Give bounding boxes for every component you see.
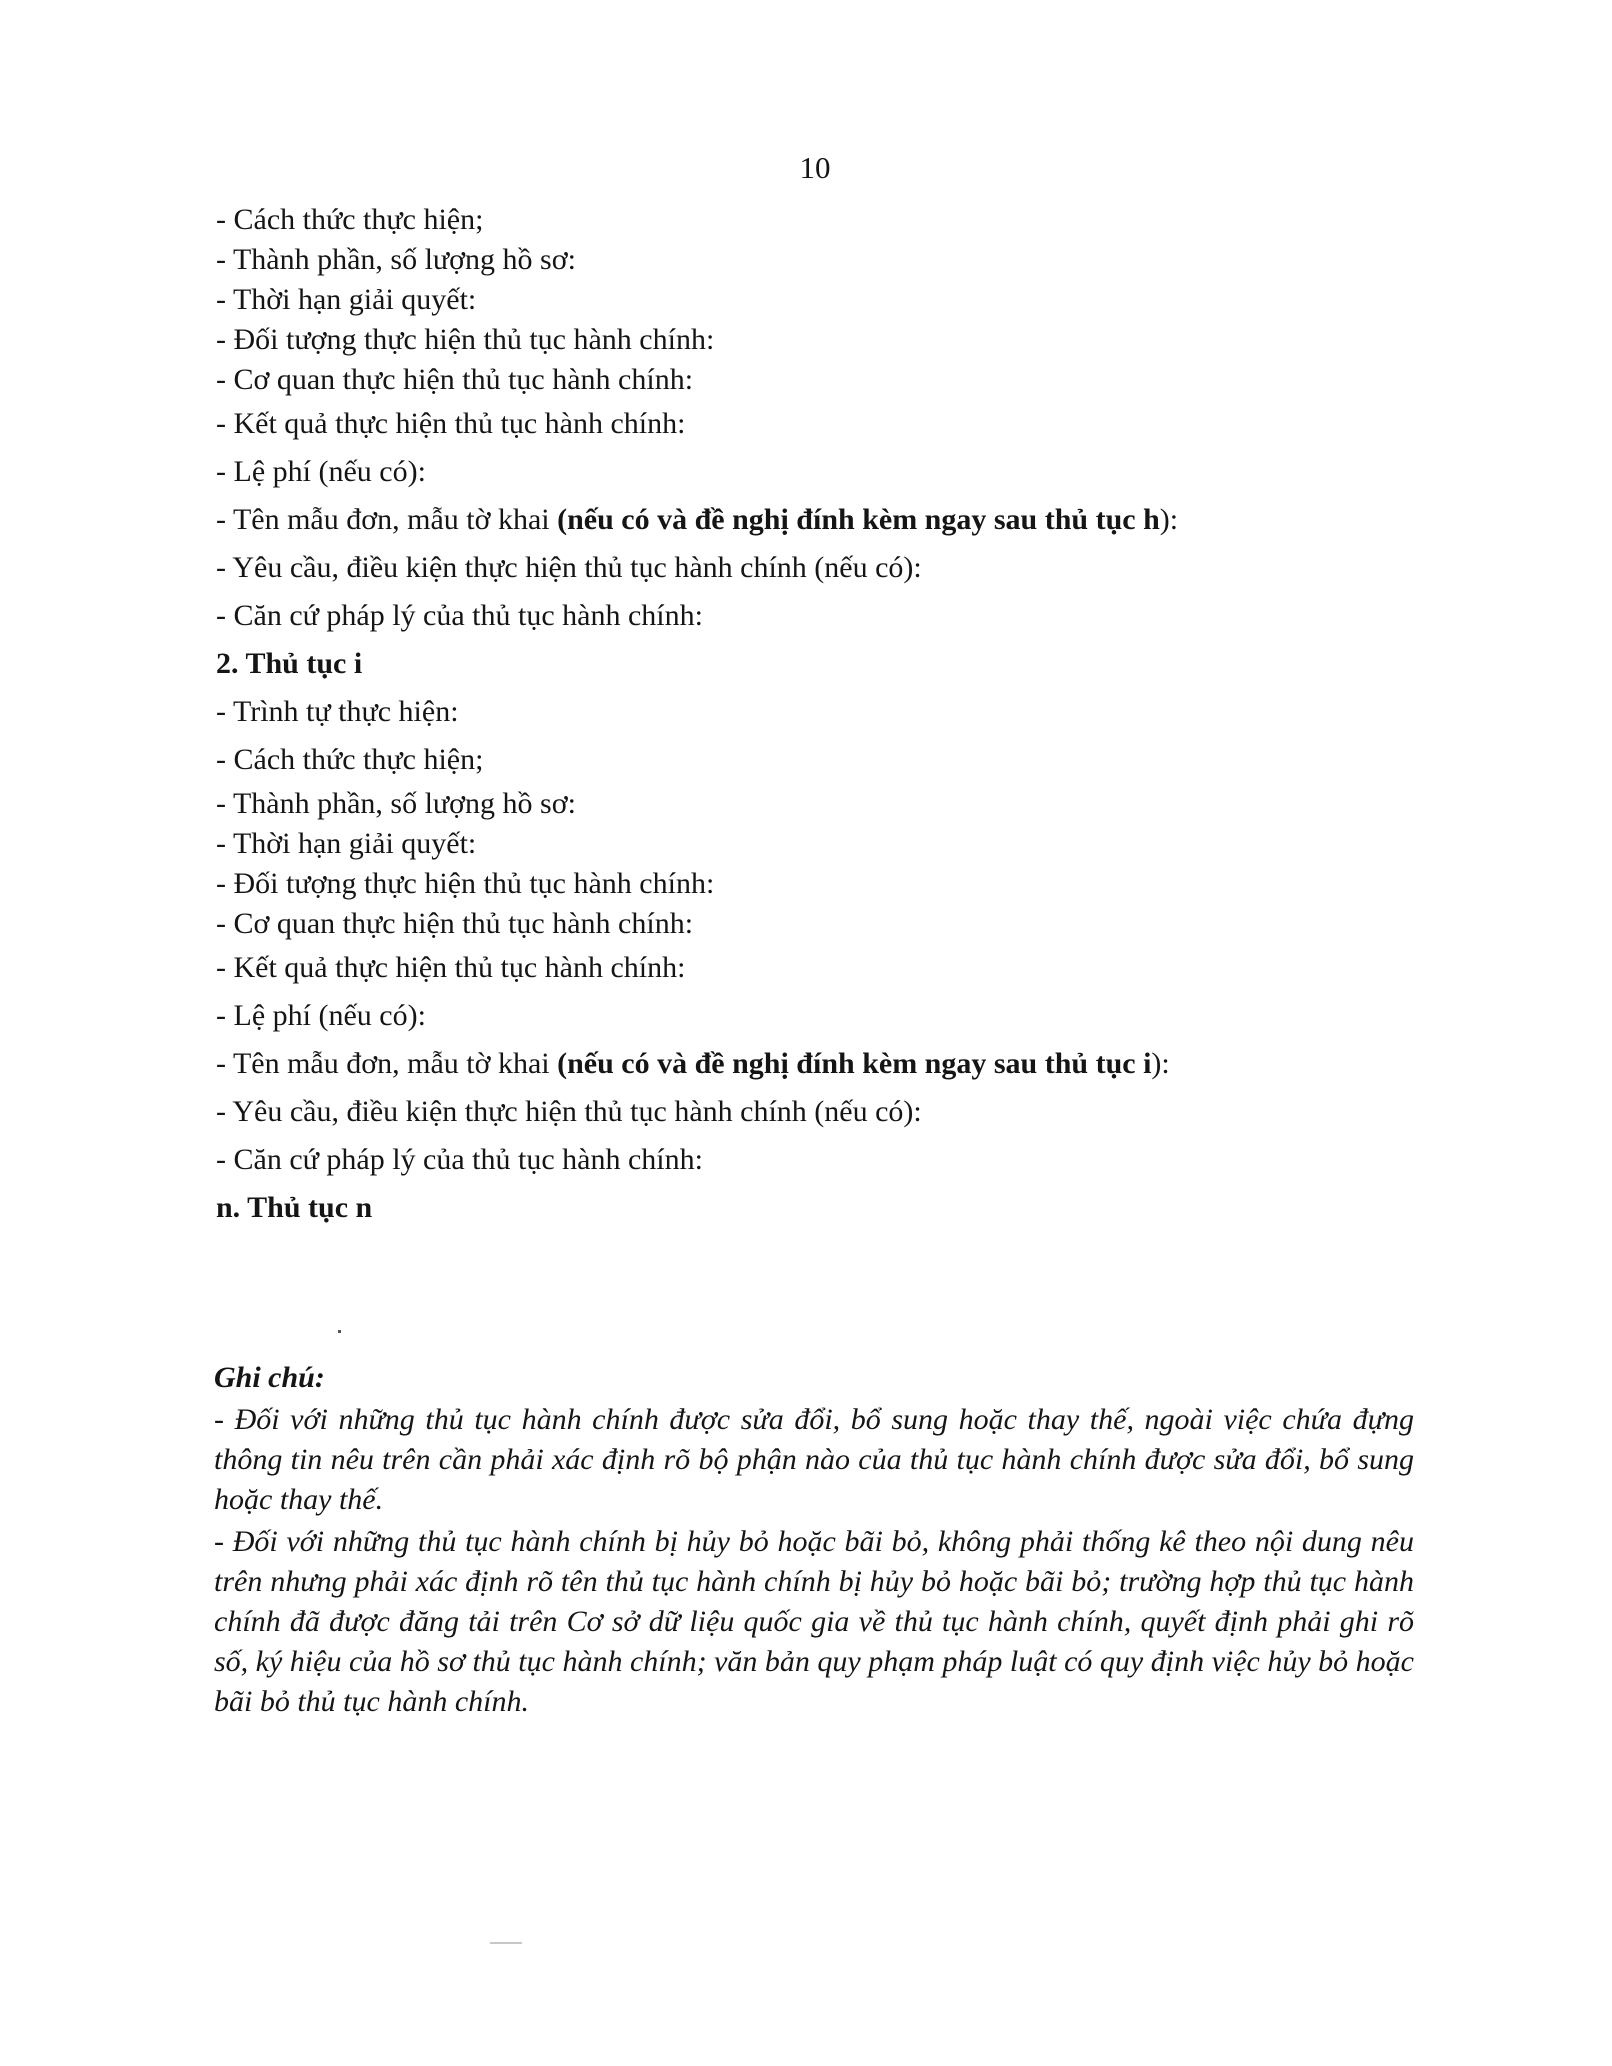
list-item: - Lệ phí (nếu có): (216, 455, 426, 488)
notes-block (214, 1356, 1414, 1724)
list-item: - Thời hạn giải quyết: (216, 283, 477, 316)
section-heading-n: n. Thủ tục n (216, 1191, 373, 1224)
section-heading-i: 2. Thủ tục i (216, 647, 363, 680)
list-item: - Đối tượng thực hiện thủ tục hành chính: (216, 867, 715, 900)
list-item: - Kết quả thực hiện thủ tục hành chính: (216, 407, 686, 440)
list-item: - Cách thức thực hiện; (216, 743, 484, 776)
form-item-prefix: - Tên mẫu đơn, mẫu tờ khai (216, 1047, 558, 1080)
form-item-suffix: ): (1151, 1047, 1170, 1080)
note-paragraph: - Đối với những thủ tục hành chính bị hủy bỏ hoặc bãi bỏ, không phải thống kê theo nội dung nêu trên nhưng phải xác định rõ tên thủ tục hành chính bị hủy bỏ hoặc bãi bỏ; trường hợp thủ tục hành chính đã được đăng tải trên Cơ sở dữ liệu quốc gia về thủ tục hành chính, quyết định phải ghi rõ số, ký hiệu của hồ sơ thủ tục hành chính; văn bản quy phạm pháp luật có quy định việc hủy bỏ hoặc bãi bỏ thủ tục hành chính. (214, 1525, 1414, 1718)
list-item: - Yêu cầu, điều kiện thực hiện thủ tục hành chính (nếu có): (216, 1095, 922, 1128)
list-item: - Căn cứ pháp lý của thủ tục hành chính: (216, 1143, 703, 1176)
list-item: - Thành phần, số lượng hồ sơ: (216, 243, 576, 276)
page-number: 10 (799, 150, 831, 185)
form-template-item (216, 1040, 1466, 1088)
list-item: - Cơ quan thực hiện thủ tục hành chính: (216, 363, 694, 396)
note-paragraph: - Đối với những thủ tục hành chính được sửa đổi, bổ sung hoặc thay thế, ngoài việc chứa đựng thông tin nêu trên cần phải xác định rõ bộ phận nào của thủ tục hành chính được sửa đổi, bổ sung hoặc thay thế. (214, 1403, 1414, 1516)
list-item: - Lệ phí (nếu có): (216, 999, 426, 1032)
document-body (216, 200, 1466, 1232)
list-item: - Kết quả thực hiện thủ tục hành chính: (216, 951, 686, 984)
scan-speck (338, 1330, 341, 1333)
list-item: - Cơ quan thực hiện thủ tục hành chính: (216, 907, 694, 940)
list-item: - Thời hạn giải quyết: (216, 827, 477, 860)
list-item: - Thành phần, số lượng hồ sơ: (216, 787, 576, 820)
list-item: - Cách thức thực hiện; (216, 203, 484, 236)
scan-artifact-rule (490, 1942, 522, 1944)
list-item: - Đối tượng thực hiện thủ tục hành chính: (216, 323, 715, 356)
notes-title: Ghi chú: (214, 1361, 325, 1394)
form-item-bold-note: (nếu có và đề nghị đính kèm ngay sau thủ tục h (557, 503, 1160, 536)
form-item-bold-note: (nếu có và đề nghị đính kèm ngay sau thủ tục i (557, 1047, 1152, 1080)
list-item: - Trình tự thực hiện: (216, 695, 459, 728)
list-item: - Yêu cầu, điều kiện thực hiện thủ tục hành chính (nếu có): (216, 551, 922, 584)
form-item-suffix: ): (1159, 503, 1179, 536)
form-template-item (216, 496, 1466, 544)
form-item-prefix: - Tên mẫu đơn, mẫu tờ khai (216, 503, 558, 536)
list-item: - Căn cứ pháp lý của thủ tục hành chính: (216, 599, 703, 632)
